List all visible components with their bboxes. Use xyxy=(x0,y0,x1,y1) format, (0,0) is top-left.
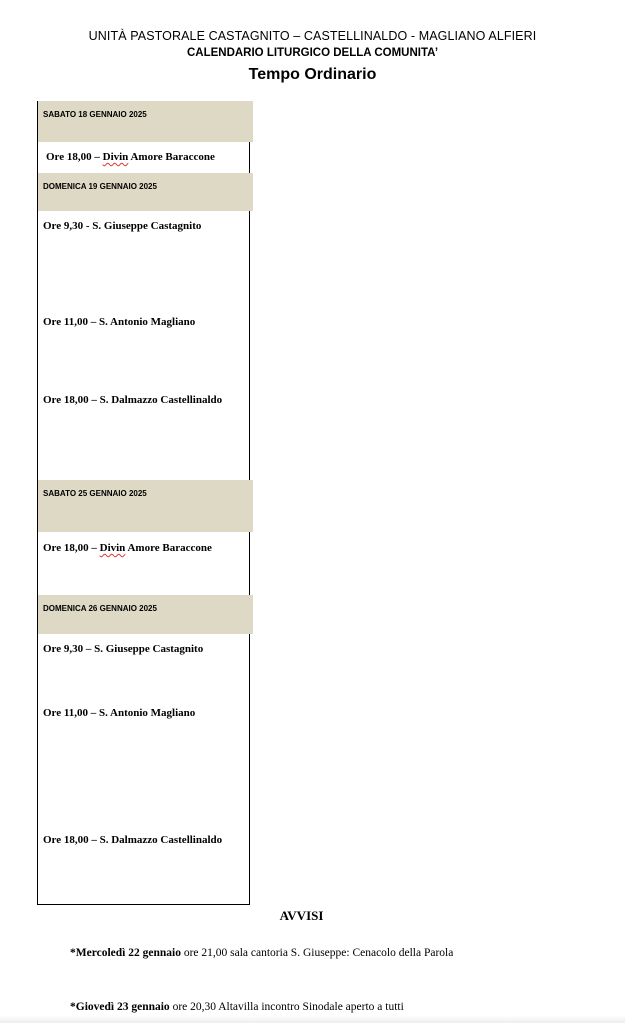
notice-text: ore 20,30 Altavilla incontro Sinodale aperto a tutti xyxy=(169,1001,404,1013)
day-label: SABATO 25 GENNAIO 2025 xyxy=(43,489,147,498)
notice-date: *Giovedì 23 gennaio xyxy=(70,1001,170,1013)
notices-title: AVVISI xyxy=(279,908,324,923)
mass-entry: Ore 11,00 – S. Antonio Magliano xyxy=(43,316,196,328)
day-label: DOMENICA 19 GENNAIO 2025 xyxy=(43,182,157,191)
notice-item xyxy=(70,1001,404,1013)
mass-time: Ore 18,00 – xyxy=(46,151,103,163)
mass-entry: Ore 11,00 – S. Antonio Magliano xyxy=(43,707,196,719)
spellcheck-flagged-word: Divin xyxy=(99,542,126,554)
day-label: DOMENICA 26 GENNAIO 2025 xyxy=(43,604,157,613)
mass-place: Amore Baraccone xyxy=(128,151,215,163)
parish-unit-title: UNITÀ PASTORALE CASTAGNITO – CASTELLINALDO - MAGLIANO ALFIERI xyxy=(88,29,537,43)
notice-date: *Mercoledì 22 gennaio xyxy=(70,947,181,959)
day-label: SABATO 18 GENNAIO 2025 xyxy=(43,110,147,119)
mass-entry: Ore 18,00 – S. Dalmazzo Castellinaldo xyxy=(43,394,223,406)
mass-entry: Ore 9,30 – S. Giuseppe Castagnito xyxy=(43,643,204,655)
page-bottom-edge xyxy=(0,1015,625,1023)
mass-place: Amore Baraccone xyxy=(125,542,212,554)
day-header xyxy=(38,101,253,142)
day-header xyxy=(38,480,253,532)
mass-entry xyxy=(46,151,215,163)
day-header xyxy=(38,173,253,211)
schedule-table xyxy=(37,101,250,905)
notice-text: ore 21,00 sala cantoria S. Giuseppe: Cenacolo della Parola xyxy=(180,947,454,959)
spellcheck-flagged-word: Divin xyxy=(102,151,129,163)
mass-entry xyxy=(43,542,212,554)
day-header xyxy=(38,595,253,634)
liturgical-season-title: Tempo Ordinario xyxy=(248,66,377,83)
mass-time: Ore 18,00 – xyxy=(43,542,100,554)
mass-entry: Ore 9,30 - S. Giuseppe Castagnito xyxy=(43,220,202,232)
calendar-title: CALENDARIO LITURGICO DELLA COMUNITA’ xyxy=(186,47,439,59)
notice-item xyxy=(70,947,453,959)
mass-entry: Ore 18,00 – S. Dalmazzo Castellinaldo xyxy=(43,834,223,846)
